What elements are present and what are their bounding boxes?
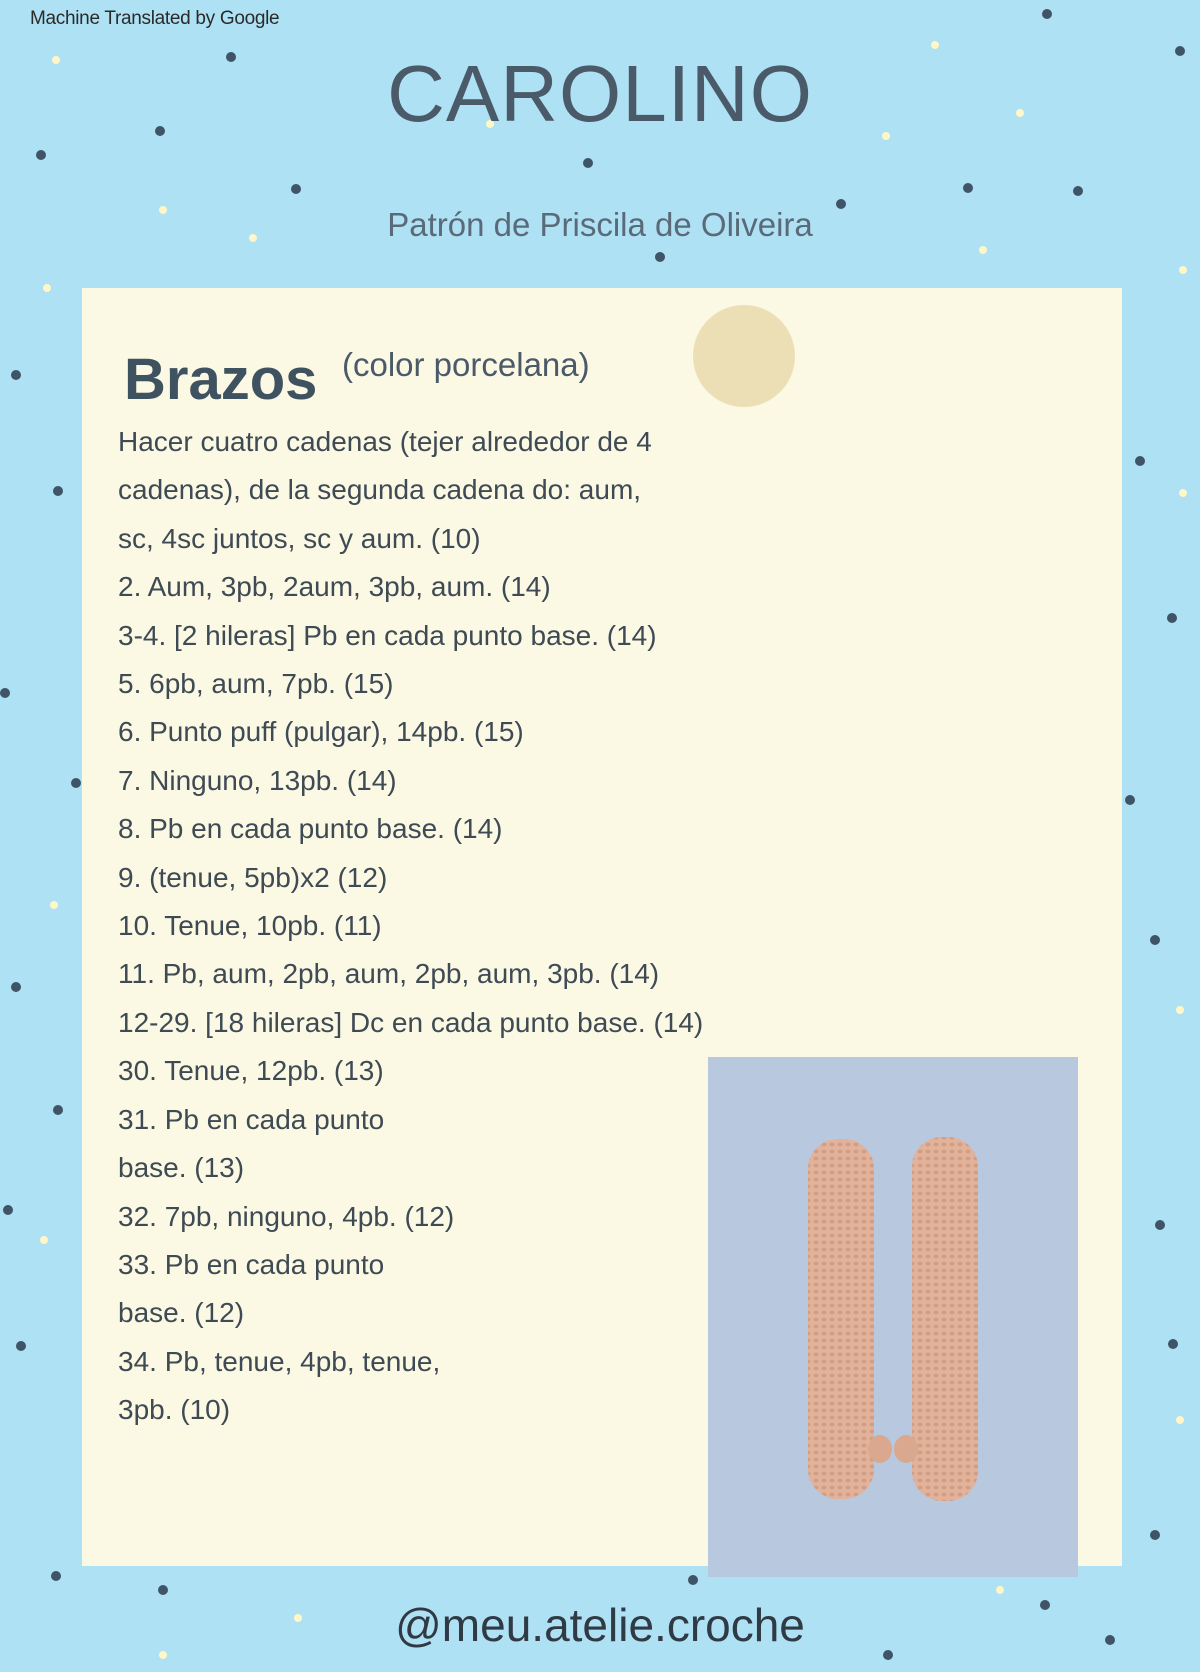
pattern-step: 5. 6pb, aum, 7pb. (15)	[118, 668, 394, 700]
pattern-title: CAROLINO	[387, 49, 813, 138]
pattern-step: 3pb. (10)	[118, 1394, 231, 1426]
left-arm	[808, 1139, 892, 1499]
pattern-step: 31. Pb en cada punto	[118, 1103, 385, 1135]
pattern-step: 7. Ninguno, 13pb. (14)	[118, 764, 397, 796]
pattern-step: 33. Pb en cada punto	[118, 1248, 385, 1280]
pattern-step: cadenas), de la segunda cadena do: aum,	[118, 474, 642, 506]
section-color-note: (color porcelana)	[342, 346, 590, 383]
pattern-step: 6. Punto puff (pulgar), 14pb. (15)	[118, 716, 524, 748]
pattern-step: 8. Pb en cada punto base. (14)	[118, 813, 503, 845]
pattern-step: 3-4. [2 hileras] Pb en cada punto base. (14)	[118, 619, 657, 651]
pattern-step: base. (13)	[118, 1152, 245, 1184]
pattern-step: 32. 7pb, ninguno, 4pb. (12)	[118, 1200, 455, 1232]
pattern-step: 34. Pb, tenue, 4pb, tenue,	[118, 1345, 441, 1377]
pattern-step: sc, 4sc juntos, sc y aum. (10)	[118, 522, 481, 554]
pattern-step: Hacer cuatro cadenas (tejer alrededor de 4	[118, 426, 652, 457]
crochet-arms-illustration	[708, 1057, 1078, 1577]
pattern-steps	[118, 418, 703, 1435]
section-heading: Brazos	[124, 347, 318, 412]
machine-translation-notice: Machine Translated by Google	[30, 8, 280, 29]
pattern-step: 11. Pb, aum, 2pb, aum, 2pb, aum, 3pb. (14)	[118, 958, 660, 990]
moon-circle-decoration	[693, 305, 795, 407]
pattern-author: Patrón de Priscila de Oliveira	[387, 206, 813, 243]
pattern-step: 10. Tenue, 10pb. (11)	[118, 910, 382, 942]
right-arm	[894, 1137, 978, 1501]
pattern-step: base. (12)	[118, 1297, 245, 1329]
crochet-arms-photo	[708, 1057, 1078, 1577]
pattern-step: 12-29. [18 hileras] Dc en cada punto base. (14)	[118, 1006, 704, 1038]
pattern-step: 30. Tenue, 12pb. (13)	[118, 1055, 384, 1087]
pattern-step: 9. (tenue, 5pb)x2 (12)	[118, 861, 388, 893]
pattern-step: 2. Aum, 3pb, 2aum, 3pb, aum. (14)	[118, 571, 551, 603]
instagram-handle: @meu.atelie.croche	[395, 1599, 805, 1651]
